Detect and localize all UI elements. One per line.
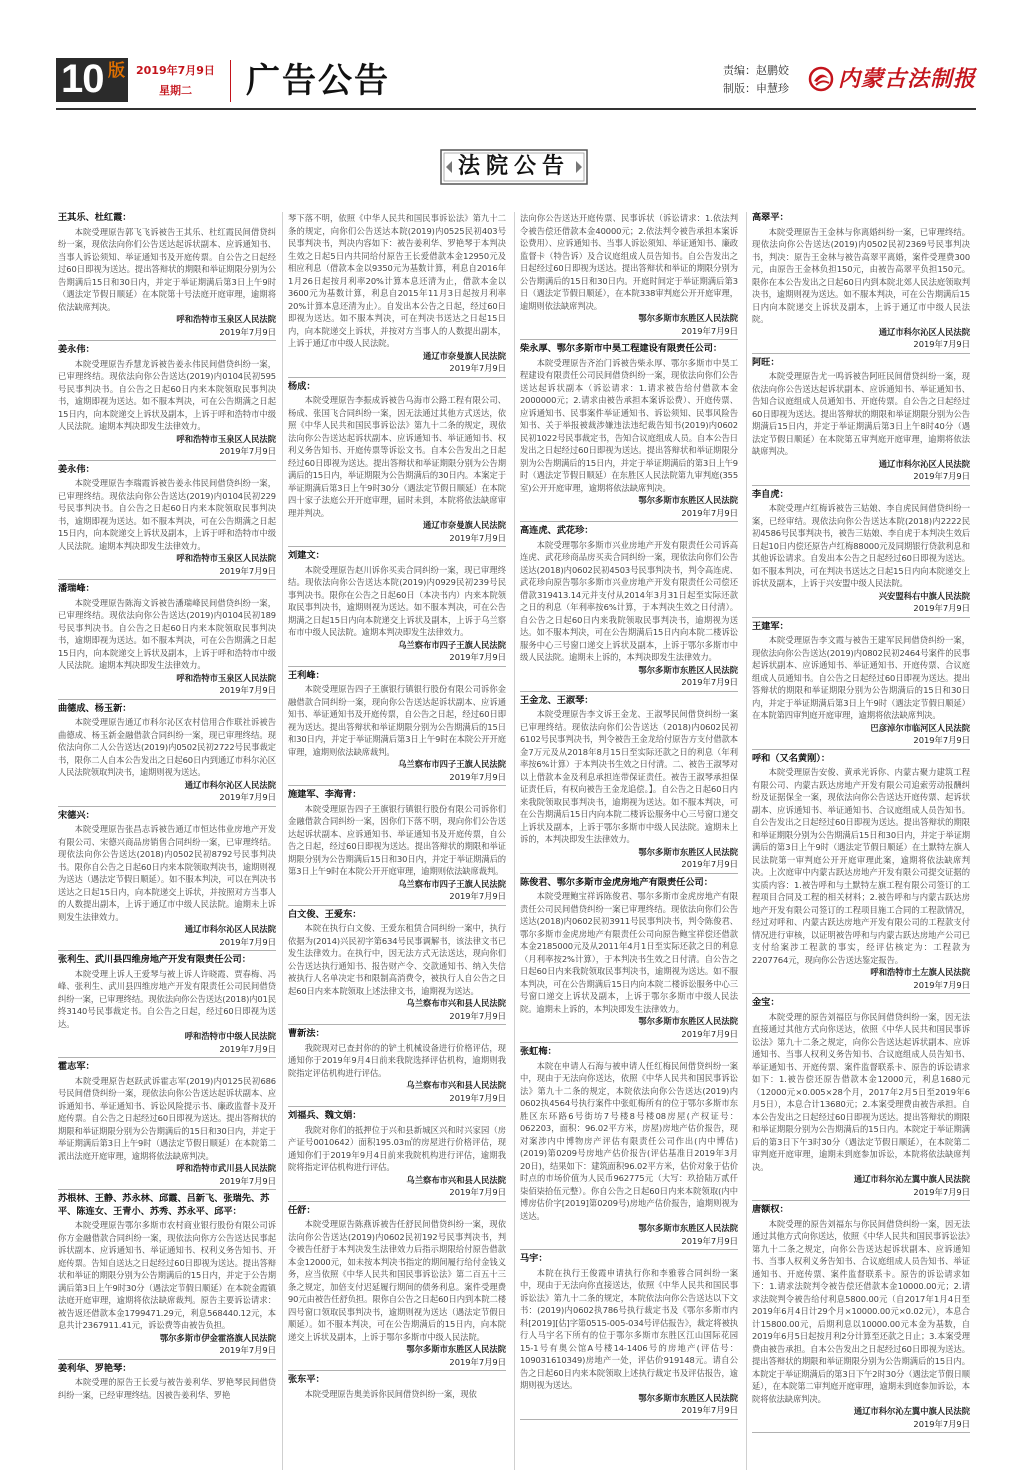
notice-court: 通辽市科尔沁区人民法院 (184, 924, 276, 934)
notice-addressee: 张虹梅： (520, 1046, 557, 1057)
notice-separator (752, 749, 970, 750)
notice-body: 本院受理原告奥美诉你民间借贷纠纷一案，现依 (304, 1388, 477, 1399)
notice-separator (58, 579, 276, 580)
notice-date: 2019年7月9日 (449, 1092, 506, 1103)
notice-addressee: 姜利华、罗艳琴： (58, 1362, 132, 1374)
court-notice (520, 212, 738, 337)
notice-addressee: 高连虎、武花珍： (520, 525, 594, 536)
court-notice-banner (440, 149, 588, 185)
notice-addressee: 王其乐、杜红霞： (58, 212, 132, 223)
notice-addressee: 任舒： (288, 1204, 316, 1216)
notice-body: 本院受理原告郭飞飞诉被告王其乐、杜红霞民间借贷纠纷一案，现依法向你们公告送达起诉状副本、应诉通知书、当事人诉讼须知、举证通知书及开庭传票。自公告之日起经过60日即视为送达。提出答辩状的期限和举证期限分别为公告期满后15日和30日内，并定于举证期满后第3日上午9时（遇法定节假日顺延）在本院第十号法庭开庭审理，逾期将依法缺席判决。 (58, 226, 276, 312)
notice-separator (520, 1419, 738, 1420)
notice-court: 呼和浩特市玉泉区人民法院 (176, 672, 276, 683)
notice-date: 2019年7月9日 (449, 771, 506, 782)
court-notice (520, 343, 738, 519)
notice-date: 2019年7月9日 (913, 603, 970, 613)
court-notice (752, 753, 970, 992)
notice-court: 乌兰察布市四子王旗人民法院 (398, 759, 506, 769)
court-notice (288, 550, 506, 664)
notice-addressee: 宋德兴： (58, 809, 95, 821)
court-notice (288, 212, 506, 375)
court-notice (58, 344, 276, 458)
masthead-divider (230, 60, 231, 102)
notice-body: 法向你公告送达开庭传票、民事诉状（诉讼请求：1.依法判令被告偿还借款本金40000元；2.依法判令被告承担本案诉讼费用）、应诉通知书、当事人诉讼须知、举证通知书、廉政监督卡（特告诉）及合议庭组成人员告知书。自公告发出之日起经过60日即视为送达。提出答辩状和举证的期限分别为公告期满后的15日和30日内。开庭时间定于举证期满后第3日（遇法定节假日顺延），在本院338审判庭公开开庭审理，逾期则依法缺席判决。 (520, 213, 738, 311)
column-divider (282, 212, 283, 1470)
notice-body: 本院受理的原告王长爱与被告姜利华、罗艳琴民间借贷纠纷一案，已经审理终结。因被告姜利华、罗艳 (58, 1377, 276, 1400)
notice-separator (520, 521, 738, 522)
notice-separator (58, 699, 276, 700)
notice-column-2 (288, 212, 506, 1400)
notice-body: 本院受理的原告刘福东与你民间借贷纠纷一案，因无法通过其他方式向你送达，依照《中华人民共和国民事诉讼法》第九十二条之规定，向你公告送达起诉状副本、应诉通知书、当事人权利义务告知书、合议庭组成人员告知书、举证通知书、开庭传票、案件监督联系卡。原告的诉讼请求如下：1.请求法院判令被告偿还借款本金10000.00元；2.请求法院判令被告给付利息5800.00元（自2017年1月4日至2019年6月4日计29个月×10000.00元×0.02元），本息合计15800.00元，后期利息以10000.00元本金为基数，自2019年6月5日起按月利2分计算至还款之日止；3.本案受理费由被告承担。自本公告发出之日起经过60日即视为送达。提出答辩状的期限和举证期限分别为公告期满后的15日内。本院定于举证期满后的第3日下午2时30分（遇法定节假日顺延），在本院第二审判庭开庭审理，逾期未到庭参加诉讼，本院将依法缺席判决。 (752, 1218, 970, 1404)
notice-separator (58, 1189, 276, 1190)
court-notice (752, 621, 970, 747)
notice-addressee: 陈俊君、鄂尔多斯市金虎房地产有限责任公司： (520, 876, 713, 888)
column-divider (514, 212, 515, 1470)
notice-separator (520, 1249, 738, 1250)
notice-court: 呼和浩特市中级人民法院 (184, 1031, 276, 1041)
notice-body: 本院受理原告安俊、黄承光诉你、内蒙古聚力建筑工程有限公司、内蒙古跃达房地产开发有限公司追索劳动报酬纠纷及证据保全一案，现依法向你公告送达开庭传票、起诉状副本、应诉通知书、举证通知书、合议庭组成人员告知书。自公告发出之日起经过60日即视为送达。提出答辩状的期限和举证期限分别为公告期满后15日和30日内，并定于举证期满后的第3日上午9时（遇法定节假日顺延）在土默特左旗人民法院第一审判庭公开开庭审理此案，逾期将依法缺席判决。上次庭审中内蒙古跃达房地产开发有限公司提交证据的实质内容：1.被告呼和与土默特左旗工程有限公司签订的工程项目合同及工程的相关材料；2.被告呼和与内蒙古跃达房地产开发有限公司签订的工程项目施工合同的工程款情况，经过对呼和、内蒙古跃达房地产开发有限公司的工程款支付情况进行审核，以证明被告呼和与内蒙古跃达房地产公司已支付给案涉工程款的事实，经评估核定为：工程款为2207764元，现向你公告送达鉴定报告。 (752, 767, 970, 965)
notice-body: 本院受理原告李振成诉被告乌海市公路工程有限公司、杨成、张国飞合同纠纷一案，因无法通过其他方式送达，依照《中华人民共和国民事诉讼法》第九十二条的规定，现依法向你公告送达起诉状副本、应诉通知书、举证通知书、权利义务告知书、开庭传票等诉讼文书。自本公告发出之日起经过60日即视为送达。提出答辩状和举证期限分别为公告期满后的15日内，举证期限为公告期满后的30日内。本案定于举证期满后第3日上午9时30分（遇法定节假日顺延）在本院四十家子法庭公开开庭审理，届时未到，本院将依法缺席审理并判决。 (288, 395, 506, 518)
notice-date: 2019年7月9日 (681, 677, 738, 687)
notice-court: 鄂尔多斯市东胜区人民法院 (638, 1392, 738, 1403)
notice-court: 鄂尔多斯市伊金霍洛旗人民法院 (159, 1332, 276, 1343)
notice-separator (288, 377, 506, 378)
notice-addressee: 苏根林、王静、苏永林、邱霞、吕新飞、张瑞先、苏平、陈连女、王青小、苏秀、苏永平、邱平： (58, 1193, 270, 1217)
newspaper-logo (808, 62, 978, 98)
notice-court: 通辽市科尔沁区人民法院 (184, 779, 276, 790)
notice-date: 2019年7月9日 (913, 339, 970, 349)
court-notice (520, 695, 738, 871)
notice-date: 2019年7月9日 (449, 891, 506, 901)
court-notice (752, 212, 970, 351)
court-notice (520, 1046, 738, 1247)
notice-court: 鄂尔多斯市东胜区人民法院 (638, 495, 738, 505)
notice-addressee: 王建军： (752, 620, 789, 632)
notice-court: 通辽市奈曼旗人民法院 (423, 350, 506, 361)
notice-body: 本院受理原告李文霞与被告王建军民间借贷纠纷一案，现依法向你公告送达(2019)内0802民初2464号案件的民事起诉状副本、应诉通知书、举证通知书、开庭传票、合议庭组成人员通知书。自公告之日起经过60日即视为送达。提出答辩状的期限和举证期限分别为公告期满后的15日和30日内，并定于举证期满后第3日上午9时（遇法定节假日顺延）在本院第四审判庭开庭审理，逾期将依法缺席判决。 (752, 635, 970, 720)
notice-date: 2019年7月9日 (219, 1043, 276, 1054)
notice-separator (288, 785, 506, 786)
court-notice (58, 1061, 276, 1187)
notice-body: 本院受理鲍宝祥诉陈俊君、鄂尔多斯市金虎房地产有限责任公司民间借贷纠纷一案已审理终结。现依法向你们公告送达(2018)内0602民初3911号民事判决书，判令陈俊君、鄂尔多斯市金虎房地产有限责任公司向原告鲍宝祥偿还借款本金2185000元及从2011年4月1日至实际还款之日的利息（月利率按2%计算），于本判决书生效之日付清。自公告之日起60日内来我院领取民事判决书，逾期视为送达。如不服本判决，可在公告期满后15日内向本院二楼诉讼服务中心三号窗口递交上诉状及副本，上诉于鄂尔多斯市中级人民法院。逾期未上诉的，本判决即发生法律效力。 (520, 891, 738, 1014)
court-notice (58, 954, 276, 1055)
notice-court: 呼和浩特市玉泉区人民法院 (176, 553, 276, 563)
notice-court: 呼和浩特市玉泉区人民法院 (176, 314, 276, 324)
notice-addressee: 霍志军： (58, 1061, 95, 1072)
court-notice (288, 789, 506, 903)
notice-separator (288, 905, 506, 906)
notice-separator (288, 1106, 506, 1107)
notice-separator (288, 1370, 506, 1371)
notice-date: 2019年7月9日 (219, 685, 276, 695)
notice-court: 鄂尔多斯市东胜区人民法院 (638, 664, 738, 675)
notice-separator (752, 1200, 970, 1201)
notice-addressee: 柴永厚、鄂尔多斯市中昊工程建设有限责任公司： (520, 343, 723, 354)
notice-court: 乌兰察布市兴和县人民法院 (406, 1174, 506, 1185)
notice-body: 本院受理原告陈海文诉被告潘瑞峰民间借贷纠纷一案，已审理终结。现依法向你公告送达(2019)内0104民初189号民事判决书。自公告之日起60日内来本院领取民事判决书，逾期即视为送达。如不服本判决，可在公告期满之日起15日内，向本院递交上诉状及副本，上诉于呼和浩特市中级人民法院。逾期本判决即发生法律效力。 (58, 597, 276, 670)
newspaper-emblem-icon (808, 66, 834, 92)
court-notice (58, 810, 276, 949)
notice-date: 2019年7月9日 (449, 363, 506, 373)
notice-date: 2019年7月9日 (219, 1175, 276, 1186)
notice-body: 本院受理原告李瑞霞诉被告姜永伟民间借贷纠纷一案，已审理终结。现依法向你公告送达(2019)内0104民初229号民事判决书。自公告之日起60日内来本院领取民事判决书，逾期即视为送达。如不服本判决，可在公告期满之日起15日内，向本院递交上诉状及副本，上诉于呼和浩特市中级人民法院。逾期本判决即发生法律效力。 (58, 478, 276, 551)
court-notice (520, 877, 738, 1041)
notice-addressee: 王金龙、王淑琴： (520, 694, 594, 706)
notice-body: 本院受理原告通辽市科尔沁区农村信用合作联社诉被告曲德成、杨玉新金融借款合同纠纷一案，现已审理终结。现依法向你二人公告送达(2019)内0502民初2722号民事裁定书，限你二人自本公告发出之日起60日内到通辽市科尔沁区人民法院领取判决书，逾期则视为送达。 (58, 717, 276, 777)
notice-separator (288, 1201, 506, 1202)
notice-court: 鄂尔多斯市东胜区人民法院 (638, 1223, 738, 1233)
notice-court: 巴彦淖尔市临河区人民法院 (870, 722, 970, 733)
court-notice (288, 1028, 506, 1104)
notice-addressee: 刘建文： (288, 550, 325, 561)
court-notice (288, 670, 506, 784)
section-title: 广告公告 (246, 61, 390, 101)
notice-court: 兴安盟科右中旗人民法院 (878, 590, 970, 601)
notice-column-1 (58, 212, 276, 1401)
notice-date: 2019年7月9日 (219, 446, 276, 456)
notice-body: 本院受理原告张昌志诉被告通辽市恒达伟业房地产开发有限公司、宋德兴商品房销售合同纠纷一案，已审理终结。现依法向你公告送达(2018)内0502民初8792号民事判决书。限你自公告之日起60日内来本院领取判决书，逾期则视为送达（遇法定节假日顺延）。如不服本判决，可以在判决书送达之日起15日内，向本院递交上诉状，并按照对方当事人的人数提出副本，上诉于通辽市中级人民法院。逾期未上诉则发生法律效力。 (58, 824, 276, 922)
notice-addressee: 李自虎： (752, 488, 789, 500)
court-notice (58, 1363, 276, 1402)
notice-separator (520, 339, 738, 340)
notice-court: 鄂尔多斯市东胜区人民法院 (638, 846, 738, 857)
notice-court: 鄂尔多斯市东胜区人民法院 (638, 313, 738, 323)
notice-body: 本院受理原告鄂尔多斯市农村商业银行股份有限公司诉你方金融借款合同纠纷一案，现依法向你方公告送达民事起诉状副本、应诉通知书、举证通知书、权利义务告知书、开庭传票。告知自送达之日起经过60日即视为送达。提出答辩状和举证的期限分别为公告期满后的15日内，并定于公告期满后第3日上午9时30分（遇法定节假日顺延）在本院金霞镇法庭开庭审理，逾期将依法缺席裁判。原告主要诉讼请求：被告返还借款本金1799471.29元，利息568440.12元，本息共计2367911.41元，诉讼费等由被告负担。 (58, 1220, 276, 1330)
notice-court: 呼和浩特市武川县人民法院 (176, 1163, 276, 1173)
court-notice (752, 1204, 970, 1430)
notice-body: 本院受理原告赵川诉你买卖合同纠纷一案，现已审理终结。现依法向你公告送达本院(2019)内0929民初239号民事判决书。限你在公告之日起60日（本决书内）内来本院领取民事判决书，逾期则视为送达。如不服本判决，可在公告期满之日起15日内向本院递交上诉状及副本，上诉于乌兰察布市中级人民法院。逾期本判决即发生法律效力。 (288, 564, 506, 637)
notice-date: 2019年7月9日 (681, 1028, 738, 1039)
notice-date: 2019年7月9日 (449, 1187, 506, 1197)
notice-addressee: 呼和（又名黄刚）： (752, 752, 831, 764)
court-notice (520, 1253, 738, 1417)
notice-body: 本院在申请人石海与被申请人任红梅民间借贷纠纷一案中，现由于无法向你送达，依照《中华人民共和国民事诉讼法》第九十二条的规定，本院依法向你公告送达(2019)内0602执4564号执行案件中张虹梅所有的位于鄂尔多斯市东胜区东环路6号街坊7号楼8号楼08房屋(产权证号：062203，面积：96.02平方米，房屋)房地产估价报告，现对案涉内中博物房产评估有限责任公司作出(内中博估)(2019)第0209号房地产估价报告(评估基准日2019年3月20日)，结果如下：建筑面积96.02平方米，估价对象于估价时点的市场价值为人民币962775元（大写：玖拾陆万贰仟柒佰柒拾伍元整）。你自公告之日起60日内来本院领取(内中博房估价字[2019]第0209号)房地产估价报告，逾期则视为送达。 (520, 1060, 738, 1221)
notice-addressee: 唐额权： (752, 1204, 789, 1215)
notice-separator (752, 485, 970, 486)
notice-separator (58, 460, 276, 461)
notice-body: 本院在执行白文俊、王爱东租赁合同纠纷一案中，执行依据为(2014)兴民初字第634号民事调解书，该法律文书已发生法律效力。在执行中，因无法方式无法送达，现向你们公告送达执行通知书、报告财产令、交款通知书、纳入失信被执行人名单决定书和限制高消费令，被执行人自公告之日起60日内来本院领取上述法律文书，逾期视为送达。 (288, 923, 506, 996)
masthead (56, 58, 976, 106)
court-notice (58, 464, 276, 578)
notice-date: 2019年7月9日 (681, 507, 738, 518)
notice-separator (288, 666, 506, 667)
editor-credits (723, 62, 789, 98)
notice-separator (752, 1432, 970, 1433)
notice-court: 鄂尔多斯市东胜区人民法院 (638, 1016, 738, 1026)
court-notice (288, 1205, 506, 1369)
notice-addressee: 金宝： (752, 997, 780, 1008)
notice-body: 本院受理原告陈燕诉被告任舒民间借贷纠纷一案，现依法向你公告送达(2019)内0602民初192号民事判决书，判令被告任舒于本判决发生法律效力后指示期限给付原告借款本金12000元，如未按本判决书指定的期间履行给付金钱义务，应当依照《中华人民共和国民事诉讼法》第二百五十三条之规定，加倍支付迟延履行期间的债务利息。案件受理费90元由被告任舒负担。限你自公告之日起60日内到本院二楼四号窗口领取民事判决书，逾期则视为送达（遇法定节假日顺延）。如不服本判决，可在公告期满后的15日内，向本院递交上诉状及副本，上诉于鄂尔多斯市中级人民法院。 (288, 1219, 506, 1342)
notice-body: 本院受理的原告刘福臣与你民间借贷纠纷一案，因无法直接通过其他方式向你送达，依照《中华人民共和国民事诉讼法》第九十二条之规定，向你公告送达起诉状副本、应诉通知书、当事人权利义务告知书、合议庭组成人员告知书、举证通知书、开庭传票、案件监督联系卡、原告的诉讼请求如下：1.被告偿还原告借款本金12000元，利息1680元（12000元×0.005×28个月，2017年2月5日至2019年6月5日），本息合计13680元；2.本案受理费由被告承担。自本公告发出之日起经过60日即视为送达。提出答辩状的期限和举证期限分别为公告期满后的15日内。本院定于举证期满后的第3日下午3时30分（遇法定节假日顺延），在本院第二审判庭开庭审理，逾期未到庭参加诉讼，本院将依法缺席判决。 (752, 1011, 970, 1172)
notice-body: 琴下落不明，依照《中华人民共和国民事诉讼法》第九十二条的规定，向你们公告送达本院(2019)内0525民初403号民事判决书，判决内容如下：被告姜利华、罗艳琴于本判决生效之日起5日内共同给付原告王长爱借款本金12950元及相应利息（借款本金以9350元为基数计算，利息自2016年1月26日起按月利率20%计算本息还清为止，借款本金以3600元为基数计算，利息自2015年11月3日起按月利率20%计算本息还清为止）。自发出本公告之日起，经过60日即视为送达。如不服本判决，可在判决书送达之日起15日内，向本院递交上诉状，并按对方当事人的人数提出副本，上诉于通辽市中级人民法院。 (288, 213, 506, 348)
editor-line: 责编：赵鹏姣 (723, 64, 789, 77)
notice-addressee: 姜永伟： (58, 344, 95, 355)
court-notice (752, 489, 970, 615)
notice-addressee: 曹新法： (288, 1028, 325, 1039)
notice-date: 2019年7月9日 (681, 1405, 738, 1415)
court-notice (752, 357, 970, 483)
notice-court: 通辽市奈曼旗人民法院 (423, 520, 506, 530)
notice-body: 本院受理鄂尔多斯市兴业房地产开发有限责任公司诉高连虎、武花珍商品房买卖合同纠纷一案，现依法向你们公告送达(2018)内0602民初4503号民事判决书，判令高连虎、武花珍向原告鄂尔多斯市兴业房地产开发有限责任公司偿还借款319413.14元并支付从2014年3月31日起至实际还款之日的利息（年利率按6%计算，于本判决生效之日付清）。自公告之日起60日内来我院领取民事判决书，逾期视为送达。如不服本判决，可在公告期满后15日内向本院二楼诉讼服务中心三号窗口递交上诉状及副本，上诉于鄂尔多斯市中级人民法院。逾期未上诉的，本判决即发生法律效力。 (520, 539, 738, 662)
notice-addressee: 潘瑞峰： (58, 583, 95, 594)
notice-court: 通辽市科尔沁左翼中旗人民法院 (853, 1406, 970, 1416)
notice-addressee: 杨成： (288, 380, 316, 392)
notice-addressee: 高翠平： (752, 212, 789, 223)
notice-body: 本院受理原告四子王旗银行镇银行股份有限公司诉你们金融借款合同纠纷一案，因你们下落不明，现向你们公告送达起诉状副本、应诉通知书、举证通知书及开庭传票，自公告之日起，经过60日即视为送达。提出答辩状的期限和举证期限分别为公告期满后15日和30日内，并定于举证期满后的第3日上午9时在本院公开开庭审理，逾期则依法缺席裁判。 (288, 803, 506, 876)
notice-date: 2019年7月9日 (449, 1356, 506, 1367)
notice-body: 本院在执行王俊霞申请执行你和李雅蓉合同纠纷一案中，现由于无法向你直接送达，依照《中华人民共和国民事诉讼法》第九十二条的规定，本院依法向你公告送达以下文书：(2019)内0602执786号执行裁定书及《鄂尔多斯市内科[2019][估]字第0515-005-034号评估报告》，裁定将被执行人马宇名下所有的位于鄂尔多斯市东胜区江山国际花园15-1号有奥公馆A号楼14-1406号的房地产(评估号：109031610349)房地产一处，评估价919148元。请自公告之日起60日内来本院领取上述执行裁定书及评估报告，逾期则视为送达。 (520, 1267, 738, 1390)
notice-addressee: 白文俊、王爱东： (288, 908, 362, 920)
notice-date: 2019年7月9日 (681, 325, 738, 336)
notice-separator (520, 691, 738, 692)
court-notice (58, 212, 276, 338)
layout-line: 制版：申慧珍 (723, 82, 789, 95)
notice-date: 2019年7月9日 (219, 565, 276, 576)
notice-separator (58, 1057, 276, 1058)
notice-addressee: 阿旺： (752, 356, 780, 368)
court-notice (288, 1110, 506, 1199)
notice-body: 本院受理原告四子王旗银行镇银行股份有限公司诉你金融借款合同纠纷一案，现向你公告送达起诉状副本、应诉通知书、举证通知书及开庭传票，自公告之日起，经过60日即视为送达。提出答辩状和举证期限分别为公告期满后的15日和30日内，并定于举证期满后第3日上午9时在本院公开开庭审理，逾期则依法缺席裁判。 (288, 684, 506, 757)
notice-body: 本院受理原告乔慧龙诉被告姜永伟民间借贷纠纷一案，已审理终结。现依法向你公告送达(2019)内0104民初595号民事判决书。自公告之日起60日内来本院领取民事判决书，逾期即视为送达。如不服本判决，可在公告期满之日起15日内，向本院递交上诉状及副本，上诉于呼和浩特市中级人民法院。逾期本判决即发生法律效力。 (58, 358, 276, 431)
notice-court: 通辽市科尔沁区人民法院 (878, 326, 970, 337)
court-notice (58, 703, 276, 804)
banner-title: 法院公告 (457, 154, 570, 179)
notice-date: 2019年7月9日 (219, 936, 276, 947)
court-notice (58, 1193, 276, 1357)
notice-separator (752, 617, 970, 618)
notice-date: 2019年7月9日 (913, 471, 970, 481)
notice-date: 2019年7月9日 (219, 326, 276, 337)
page-number: 10 (61, 57, 104, 101)
notice-court: 乌兰察布市四子王旗人民法院 (398, 878, 506, 889)
notice-body: 本院受理原告王金林与你离婚纠纷一案，已审理终结。现依法向你公告送达(2019)内0502民初2369号民事判决书，判决：原告王金林与被告高翠平离婚，案件受理费300元，由原告王金林负担150元，由被告高翠平负担150元。限你在本公告发出之日起60日内到本院北郊人民法庭领取判决书，逾期则视为送达。如不服本判决，可在公告期满后15日内向本院递交上诉状及副本，上诉于通辽市中级人民法院。 (752, 226, 970, 324)
court-notice (288, 1374, 506, 1400)
notice-body: 我院现对已查封你的的铲土机械设备进行价格评估，现通知你于2019年9月4日前来我院选择评估机构，逾期则我院指定评估机构进行评估。 (288, 1042, 506, 1078)
notice-separator (288, 1024, 506, 1025)
notice-court: 通辽市科尔沁区人民法院 (878, 458, 970, 469)
notice-date: 2019年7月9日 (681, 1235, 738, 1246)
notice-separator (58, 950, 276, 951)
notice-court: 乌兰察布市兴和县人民法院 (406, 1080, 506, 1090)
notice-date: 2019年7月9日 (913, 979, 970, 990)
notice-body: 本院受理原告赵跃武诉霍志军(2019)内0125民初686号民间借贷纠纷一案，现依法向你公告送达起诉状副本、应诉通知书、举证通知书、诉讼风险提示书、廉政监督卡及开庭传票。自公告之日起经过60日即视为送达。提出答辩状的期限和举证期限分别为公告期满后的15日和30日内，并定于举证期满后第3日上午9时（遇法定节假日顺延）在本院第二派出法庭开庭审理，逾期将依法缺席判决。 (58, 1075, 276, 1161)
notice-addressee: 王利峰： (288, 669, 325, 681)
notice-addressee: 姜永伟： (58, 463, 95, 475)
issue-date: 2019年7月9日 (136, 64, 215, 77)
court-notice (288, 909, 506, 1023)
notice-body: 本院受理原告尤一鸣诉被告阿旺民间借贷纠纷一案，现依法向你公告送达起诉状副本、应诉通知书、举证通知书、告知合议庭组成人员通知书、开庭传票。自公告之日起经过60日即视为送达。提出答辩状的期限和举证期限分别为公告期满后15日内，并定于举证期满后第3日上午8时40分（遇法定节假日顺延）在本院第五审判庭开庭审理，逾期将依法缺席判决。 (752, 371, 970, 456)
notice-date: 2019年7月9日 (219, 1345, 276, 1355)
page-suffix: 版 (108, 61, 125, 81)
notice-date: 2019年7月9日 (219, 792, 276, 802)
court-notice (288, 381, 506, 545)
notice-date: 2019年7月9日 (913, 1186, 970, 1197)
issue-weekday: 星期二 (159, 84, 192, 97)
notice-addressee: 施建军、李海青： (288, 789, 362, 800)
notice-column-4 (752, 212, 970, 1436)
newspaper-name: 内蒙古法制报 (838, 66, 977, 92)
notice-body: 本院受理原告李文诉王金龙、王淑琴民间借贷纠纷一案已审理终结。现依法向你们公告送达（2018)内0602民初6102号民事判决书，判令被告王金龙给付原告方支付借款本金7万元及从2018年8月15日至实际还款之日的利息（年利率按6%计算）于本判决书生效之日付清。二、被告王淑琴对以上借款本金及利息承担连带保证责任。被告王淑琴承担保证责任后，有权向被告王金龙追偿。】。自公告之日起60日内来我院领取民事判决书，逾期视为送达。如不服本判决，可在公告期满后15日内向本院二楼诉讼服务中心三号窗口递交上诉状及副本，上诉于鄂尔多斯市中级人民法院。逾期未上诉的，本判决即发生法律效力。 (520, 709, 738, 844)
notice-court: 呼和浩特市土左旗人民法院 (870, 967, 970, 977)
notice-date: 2019年7月9日 (913, 735, 970, 745)
notice-addressee: 张利生、武川县四维房地产开发有限责任公司： (58, 954, 251, 965)
notice-body: 本院受理上诉人王爱琴与被上诉人许晓霞、贾春梅、冯峰、张利生、武川县四维房地产开发有限责任公司民间借贷纠纷一案，已审理终结。现依法向你公告送达(2018)内01民终3140号民事裁定书。自公告之日起，经过60日即视为送达。 (58, 968, 276, 1029)
notice-separator (520, 873, 738, 874)
notice-court: 鄂尔多斯市东胜区人民法院 (406, 1344, 506, 1354)
notice-court: 通辽市科尔沁左翼中旗人民法院 (853, 1174, 970, 1184)
notice-separator (58, 806, 276, 807)
notice-addressee: 张东平： (288, 1374, 325, 1385)
notice-separator (58, 1359, 276, 1360)
column-divider (746, 212, 747, 1470)
notice-date: 2019年7月9日 (449, 1010, 506, 1021)
notice-separator (58, 340, 276, 341)
notice-date: 2019年7月9日 (913, 1418, 970, 1429)
notice-addressee: 马宇： (520, 1253, 548, 1264)
notice-column-3 (520, 212, 738, 1423)
notice-date: 2019年7月9日 (449, 652, 506, 662)
notice-court: 乌兰察布市四子王旗人民法院 (398, 639, 506, 650)
notice-separator (288, 546, 506, 547)
notice-body: 本院受理原告齐治门诉被告柴永厚、鄂尔多斯市中昊工程建设有限责任公司民间借贷纠纷一案，现依法向你们公告送达起诉状副本（诉讼请求：1.请求被告给付借款本金2000000元；2.请求由被告承担本案诉讼费）、开庭传票、应诉通知书、民事案件举证通知书、诉讼须知、民事风险告知书、关于举报被裁涉嫌违法违纪裁告知书(2019)内0602民初1022号民事裁定书，告知合议庭组成人员。自本公告日发出之日起经过60日即视为送达。提出答辩状和举证期限分别为公告期满后的15日内，并定于举证期满后的第3日上午9时（遇法定节假日顺延）在东胜区人民法院第九审判庭(355室)公开开庭审理，逾期将依法缺席判决。 (520, 357, 738, 493)
court-notice (752, 997, 970, 1198)
notice-court: 乌兰察布市兴和县人民法院 (406, 998, 506, 1008)
notice-separator (752, 993, 970, 994)
notice-separator (752, 353, 970, 354)
notice-body: 本院受理卢红梅诉被告三姑娘、李自虎民间借贷纠纷一案，已经审结。现依法向你公告送达本院(2018)内2222民初4586号民事判决书，被告三姑娘、李自虎于本判决生效后日起10日内偿还原告卢红梅88000元及同期银行贷款利息和其他诉讼请求。自发出本公告之日起经过60日即视为送达。如不服本判决，可在判决书送达之日起15日内向本院递交上诉状及副本，上诉于兴安盟中级人民法院。 (752, 503, 970, 588)
court-notice (520, 525, 738, 689)
notice-separator (520, 1042, 738, 1043)
notice-body: 我院对你们的抵押位于兴和县新城区兴和时兴家园（房产证号0010642）面积195.03㎡的房屋进行价格评估，现通知你们于2019年9月4日前来我院机构进行评估，逾期我院将指定评估机构进行评估。 (288, 1124, 506, 1172)
masthead-rule (56, 108, 976, 110)
notice-court: 呼和浩特市玉泉区人民法院 (176, 433, 276, 444)
court-notice (58, 583, 276, 697)
notice-addressee: 曲德成、杨玉新： (58, 702, 132, 714)
notice-date: 2019年7月9日 (449, 532, 506, 543)
page-number-block (56, 58, 128, 102)
notice-addressee: 刘福兵、魏文娟： (288, 1110, 362, 1121)
notice-date: 2019年7月9日 (681, 859, 738, 869)
